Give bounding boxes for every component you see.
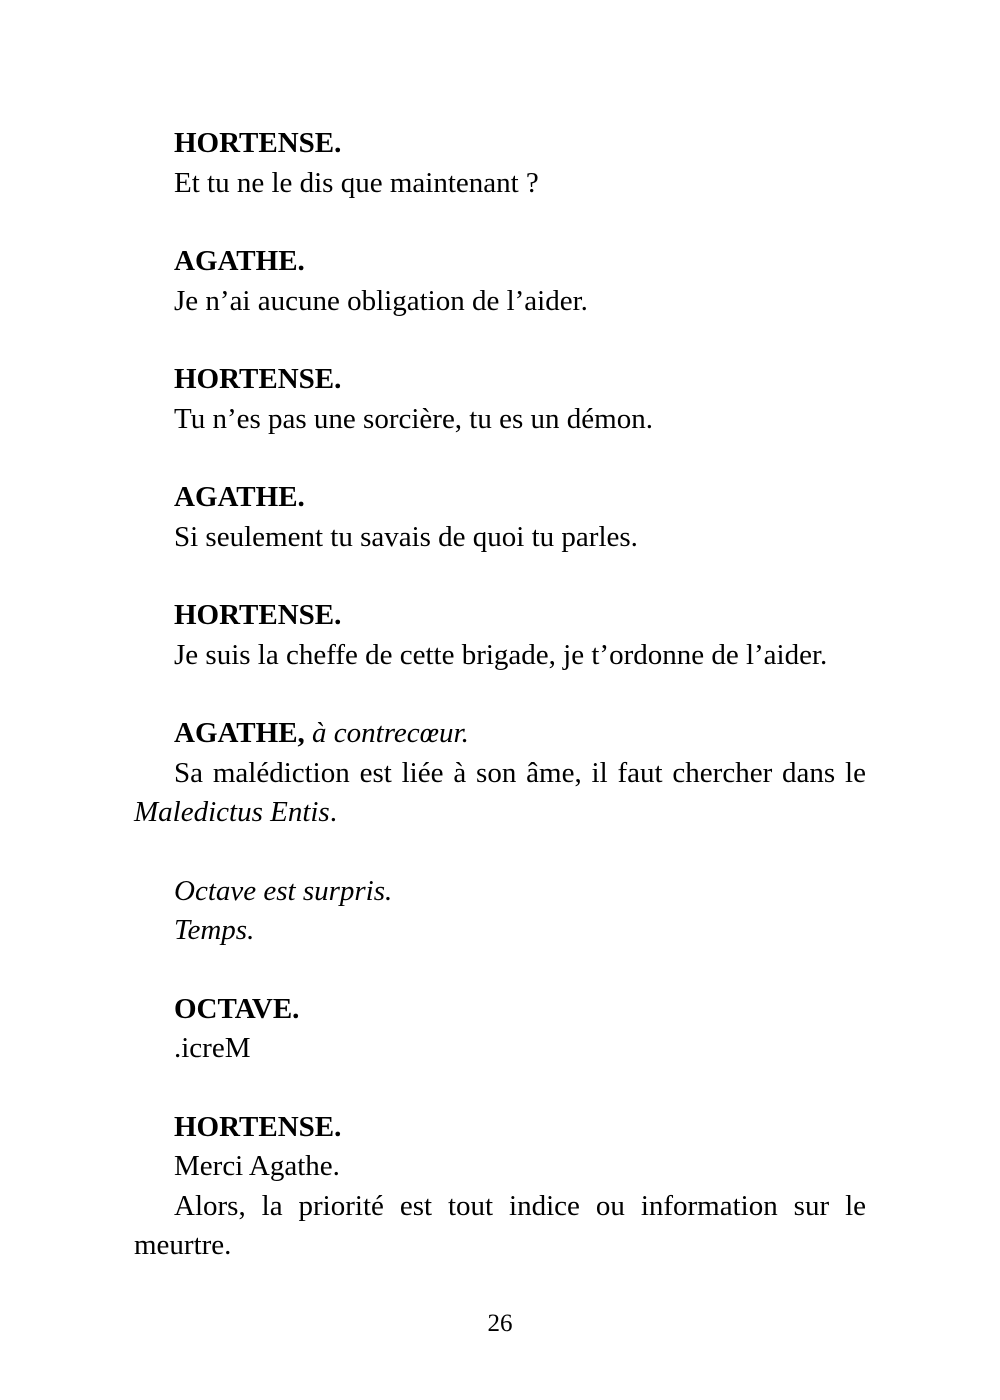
speaker-name: AGATHE, xyxy=(174,717,305,749)
dialogue-line: Tu n’es pas une sorcière, tu es un démon. xyxy=(174,402,653,435)
stage-directions xyxy=(134,872,866,951)
book-title: Maledictus Entis xyxy=(134,796,330,828)
dialogue-text-end: . xyxy=(329,796,337,828)
speaker-name: HORTENSE. xyxy=(174,363,342,395)
play-page xyxy=(134,124,866,1305)
speaker-name: AGATHE. xyxy=(174,245,305,277)
stage-direction: Temps. xyxy=(174,914,255,946)
speaker-name: HORTENSE. xyxy=(174,127,342,159)
dialogue-line: Et tu ne le dis que maintenant ? xyxy=(174,166,539,199)
stage-direction: Octave est surpris. xyxy=(174,874,393,907)
speaker-name: HORTENSE. xyxy=(174,1110,342,1143)
dialogue-line: Si seulement tu savais de quoi tu parles. xyxy=(174,520,638,553)
speech-agathe-reluctant xyxy=(134,714,866,833)
speech-octave xyxy=(134,990,866,1069)
stage-direction-inline: à contrecœur. xyxy=(312,717,469,749)
speaker-name: OCTAVE. xyxy=(174,992,300,1025)
page-number: 26 xyxy=(487,1310,513,1337)
speaker-heading xyxy=(134,714,866,754)
dialogue-line: .icreM xyxy=(174,1032,251,1064)
speech-hortense-final xyxy=(134,1108,866,1266)
dialogue-line: Merci Agathe. xyxy=(174,1150,340,1182)
dialogue-line: Je n’ai aucune obligation de l’aider. xyxy=(174,284,588,317)
dialogue-text: Sa malédiction est liée à son âme, il faut chercher dans le xyxy=(174,756,866,789)
speech-agathe-1 xyxy=(134,242,866,321)
speech-agathe-2 xyxy=(134,478,866,557)
dialogue-paragraph xyxy=(134,754,866,833)
dialogue-line: Je suis la cheffe de cette brigade, je t’ordonne de l’aider. xyxy=(174,638,828,671)
speech-hortense-3 xyxy=(134,596,866,675)
dialogue-paragraph: Alors, la priorité est tout indice ou information sur le meurtre. xyxy=(134,1189,866,1261)
speaker-name: HORTENSE. xyxy=(174,599,342,631)
speech-hortense-1 xyxy=(134,124,866,203)
speaker-name: AGATHE. xyxy=(174,481,305,513)
speech-hortense-2 xyxy=(134,360,866,439)
